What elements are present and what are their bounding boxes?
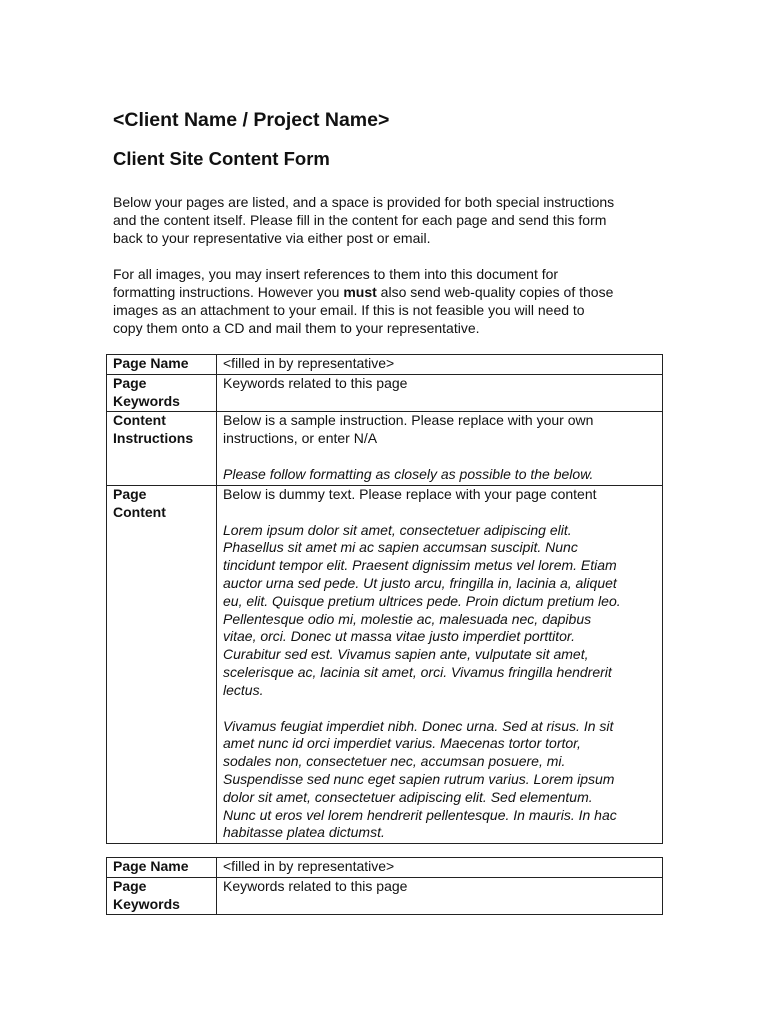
page-keywords-row (107, 374, 663, 412)
page-name-value[interactable]: <filled in by representative> (217, 858, 663, 878)
page-content-row (107, 485, 663, 843)
lorem-line: lectus. (223, 681, 264, 698)
instruction-line: instructions, or enter N/A (223, 430, 378, 447)
label-line: Keywords (113, 895, 180, 912)
lorem-line: sodales non, consectetuer nec, accumsan posuere, mi. (223, 753, 566, 770)
page-content-value[interactable] (217, 485, 663, 843)
form-title: Client Site Content Form (113, 148, 330, 169)
page-name-value[interactable]: <filled in by representative> (217, 355, 663, 375)
label-line: Content (113, 412, 166, 429)
page-keywords-value[interactable]: Keywords related to this page (217, 374, 663, 412)
page-keywords-value[interactable]: Keywords related to this page (217, 877, 663, 915)
intro-paragraph-2 (113, 265, 673, 337)
page-keywords-label (107, 877, 217, 915)
page-keywords-row (107, 877, 663, 915)
instruction-line: Below is a sample instruction. Please replace with your own (223, 412, 594, 429)
spacer (223, 504, 662, 522)
intro-p2-line: For all images, you may insert references to them into this document for (113, 266, 559, 282)
page-content-table-1 (106, 354, 663, 844)
lorem-line: vitae, orci. Donec ut massa vitae justo imperdiet porttitor. (223, 628, 575, 645)
lorem-line: habitasse platea dictumst. (223, 824, 385, 841)
page-name-label: Page Name (107, 355, 217, 375)
lorem-line: Suspendisse sed nunc eget sapien rutrum varius. Lorem ipsum (223, 770, 615, 787)
lorem-line: Lorem ipsum dolor sit amet, consectetuer adipiscing elit. (223, 521, 572, 538)
lorem-line: Phasellus sit amet mi ac sapien accumsan suscipit. Nunc (223, 539, 578, 556)
emphasis-must: must (343, 284, 377, 300)
content-instructions-value[interactable] (217, 412, 663, 485)
label-line: Instructions (113, 430, 194, 447)
spacer (223, 700, 662, 718)
page-title: <Client Name / Project Name> (113, 109, 390, 131)
page-keywords-label (107, 374, 217, 412)
lorem-line: Vivamus feugiat imperdiet nibh. Donec urna. Sed at risus. In sit (223, 717, 614, 734)
lorem-line: Pellentesque odio mi, molestie ac, malesuada nec, dapibus (223, 610, 592, 627)
label-line: Page (113, 485, 147, 502)
lorem-line: eu, elit. Quisque pretium ultrices pede. Proin dictum pretium leo. (223, 592, 621, 609)
intro-paragraph-1 (113, 193, 673, 247)
label-line: Content (113, 503, 166, 520)
intro-p1-line: Below your pages are listed, and a space is provided for both special instructions (113, 194, 615, 210)
intro-p1-line: back to your representative via either post or email. (113, 230, 431, 246)
lorem-line: Curabitur sed est. Vivamus sapien ante, vulputate sit amet, (223, 646, 589, 663)
page-name-row (107, 858, 663, 878)
intro-p1-line: and the content itself. Please fill in the content for each page and send this form (113, 212, 607, 228)
label-line: Keywords (113, 392, 180, 409)
intro-p2-line: copy them onto a CD and mail them to your representative. (113, 320, 480, 336)
lorem-line: auctor urna sed pede. Ut justo arcu, fringilla in, lacinia a, aliquet (223, 574, 617, 591)
page-name-label: Page Name (107, 858, 217, 878)
lorem-line: dolor sit amet, consectetuer adipiscing elit. Sed elementum. (223, 788, 593, 805)
page-name-row (107, 355, 663, 375)
lorem-line: tincidunt tempor elit. Praesent dignissim metus vel lorem. Etiam (223, 557, 617, 574)
intro-p2-text: also send web-quality copies of those (376, 284, 614, 300)
label-line: Page (113, 877, 147, 894)
spacer (223, 448, 662, 466)
intro-p2-line: images as an attachment to your email. If this is not feasible you will need to (113, 302, 585, 318)
lorem-line: Nunc ut eros vel lorem hendrerit pellentesque. In mauris. In hac (223, 806, 617, 823)
content-instructions-row (107, 412, 663, 485)
intro-p2-text: formatting instructions. However you (113, 284, 344, 300)
lorem-line: amet nunc id orci imperdiet varius. Maecenas tortor tortor, (223, 735, 581, 752)
content-intro-line: Below is dummy text. Please replace with your page content (223, 485, 597, 502)
content-instructions-label (107, 412, 217, 485)
page-content-label (107, 485, 217, 843)
label-line: Page (113, 374, 147, 391)
page-content-table-2 (106, 857, 663, 915)
intro-p2-line (113, 283, 673, 301)
formatting-note: Please follow formatting as closely as possible to the below. (223, 465, 594, 482)
lorem-line: scelerisque ac, lacinia sit amet, orci. Vivamus fringilla hendrerit (223, 663, 612, 680)
